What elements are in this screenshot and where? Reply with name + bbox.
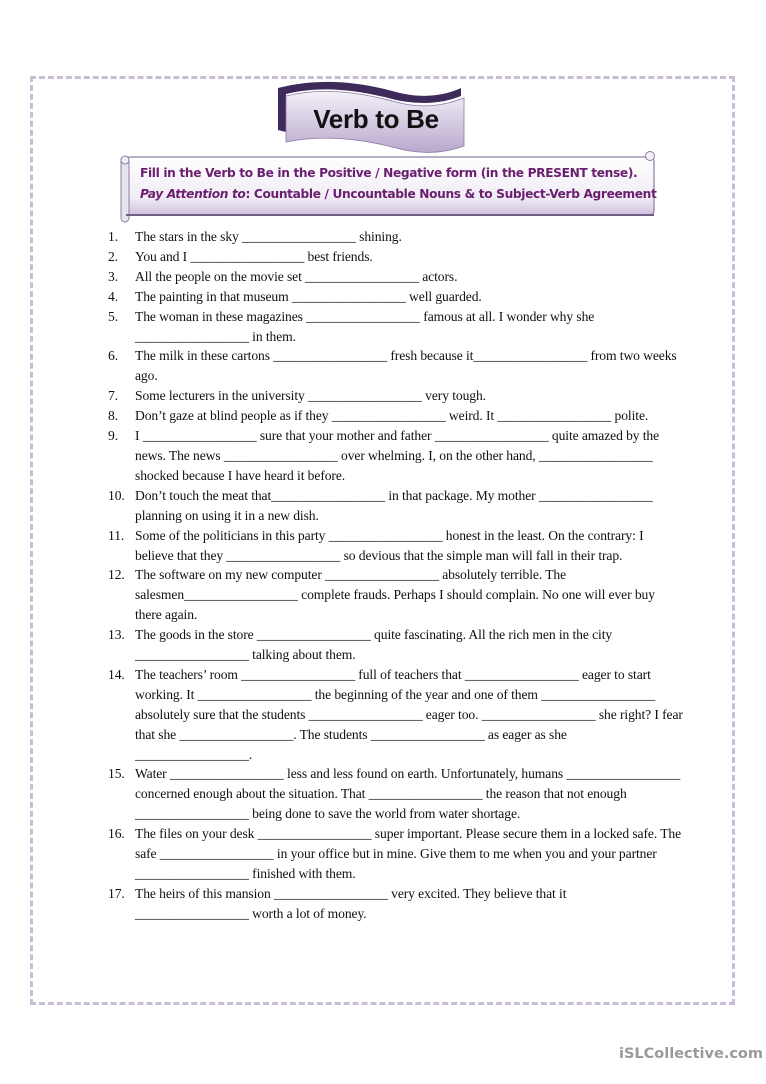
exercise-number: 12.	[108, 567, 125, 583]
exercise-item	[108, 625, 683, 665]
exercise-number: 8.	[108, 408, 118, 424]
instruction-emphasis: Pay Attention to	[140, 187, 246, 201]
exercise-number: 4.	[108, 288, 118, 304]
exercise-text[interactable]: Don’t gaze at blind people as if they _________________ weird. It _________________ polite.	[135, 408, 649, 424]
exercise-item	[108, 884, 683, 924]
exercise-number: 7.	[108, 388, 118, 404]
exercise-text[interactable]: Some lecturers in the university _________________ very tough.	[135, 388, 486, 404]
exercise-text[interactable]: The woman in these magazines _________________ famous at all. I wonder why she _________________ in them.	[135, 308, 595, 344]
exercise-item	[108, 565, 683, 625]
exercise-number: 15.	[108, 766, 125, 782]
exercise-text[interactable]: The goods in the store _________________ quite fascinating. All the rich men in the city _________________ talking about them.	[135, 627, 613, 663]
exercise-number: 10.	[108, 487, 125, 503]
exercise-item	[108, 346, 683, 386]
exercise-item	[108, 665, 683, 765]
exercise-text[interactable]: The stars in the sky _________________ shining.	[135, 229, 402, 244]
exercise-text[interactable]: The teachers’ room _________________ full of teachers that _________________ eager to start working. It _________________ the beginning of the year and one of them _________________ absolutely sure that the students _________________ eager too. _________________ she right? I fear that she _________________. The students _________________ as eager as she _________________.	[135, 666, 683, 762]
exercise-text[interactable]: The painting in that museum _________________ well guarded.	[135, 288, 482, 304]
exercise-item	[108, 486, 683, 526]
instruction-line-2-rest: : Countable / Uncountable Nouns & to Subject-Verb Agreement	[245, 187, 657, 201]
watermark: iSLCollective.com	[619, 1046, 763, 1062]
exercise-text[interactable]: The heirs of this mansion _________________ very excited. They believe that it _________________ worth a lot of money.	[135, 885, 567, 921]
exercise-number: 16.	[108, 826, 125, 842]
exercise-item	[108, 247, 683, 267]
exercise-item	[108, 307, 683, 347]
instructions	[140, 163, 660, 205]
exercise-item	[108, 406, 683, 426]
exercise-number: 2.	[108, 248, 118, 264]
exercise-item	[108, 526, 683, 566]
exercise-item	[108, 267, 683, 287]
exercise-number: 14.	[108, 666, 125, 682]
exercise-list	[108, 227, 683, 924]
exercise-number: 11.	[108, 527, 125, 543]
exercise-text[interactable]: Some of the politicians in this party _________________ honest in the least. On the contrary: I believe that they _________________ so devious that the simple man will fall in their trap.	[135, 527, 644, 563]
exercise-text[interactable]: The files on your desk _________________ super important. Please secure them in a locked safe. The safe _________________ in your office but in mine. Give them to me when you and your partner _________________ finished with them.	[135, 826, 682, 881]
exercise-number: 3.	[108, 268, 118, 284]
exercise-text[interactable]: Water _________________ less and less found on earth. Unfortunately, humans _________________ concerned enough about the situation. That _________________ the reason that not enough _________________ being done to save the world from water shortage.	[135, 766, 681, 822]
exercise-number: 6.	[108, 348, 118, 364]
instruction-line-2	[140, 184, 660, 205]
exercise-item	[108, 764, 683, 824]
exercise-item	[108, 386, 683, 406]
exercise-text[interactable]: The software on my new computer _________________ absolutely terrible. The salesmen_________________ complete frauds. Perhaps I should complain. No one will ever buy there again.	[135, 567, 655, 623]
exercise-item	[108, 426, 683, 486]
exercise-number: 13.	[108, 627, 125, 643]
exercise-item	[108, 287, 683, 307]
page-title: Verb to Be	[313, 104, 439, 134]
exercise-number: 1.	[108, 229, 118, 244]
exercise-number: 17.	[108, 885, 125, 901]
exercise-item	[108, 227, 683, 247]
exercise-number: 9.	[108, 428, 118, 444]
exercise-text[interactable]: I _________________ sure that your mother and father _________________ quite amazed by the news. The news _________________ over whelming. I, on the other hand, _________________ shocked because I have heard it before.	[135, 428, 660, 483]
exercise-number: 5.	[108, 308, 118, 324]
exercise-text[interactable]: Don’t touch the meat that_________________ in that package. My mother _________________ planning on using it in a new dish.	[135, 487, 653, 523]
exercise-text[interactable]: The milk in these cartons _________________ fresh because it_________________ from two weeks ago.	[135, 348, 677, 384]
exercise-text[interactable]: You and I _________________ best friends.	[135, 248, 373, 264]
instruction-line-1: Fill in the Verb to Be in the Positive / Negative form (in the PRESENT tense).	[140, 166, 638, 180]
exercise-text[interactable]: All the people on the movie set _________________ actors.	[135, 268, 458, 284]
exercise-item	[108, 824, 683, 884]
